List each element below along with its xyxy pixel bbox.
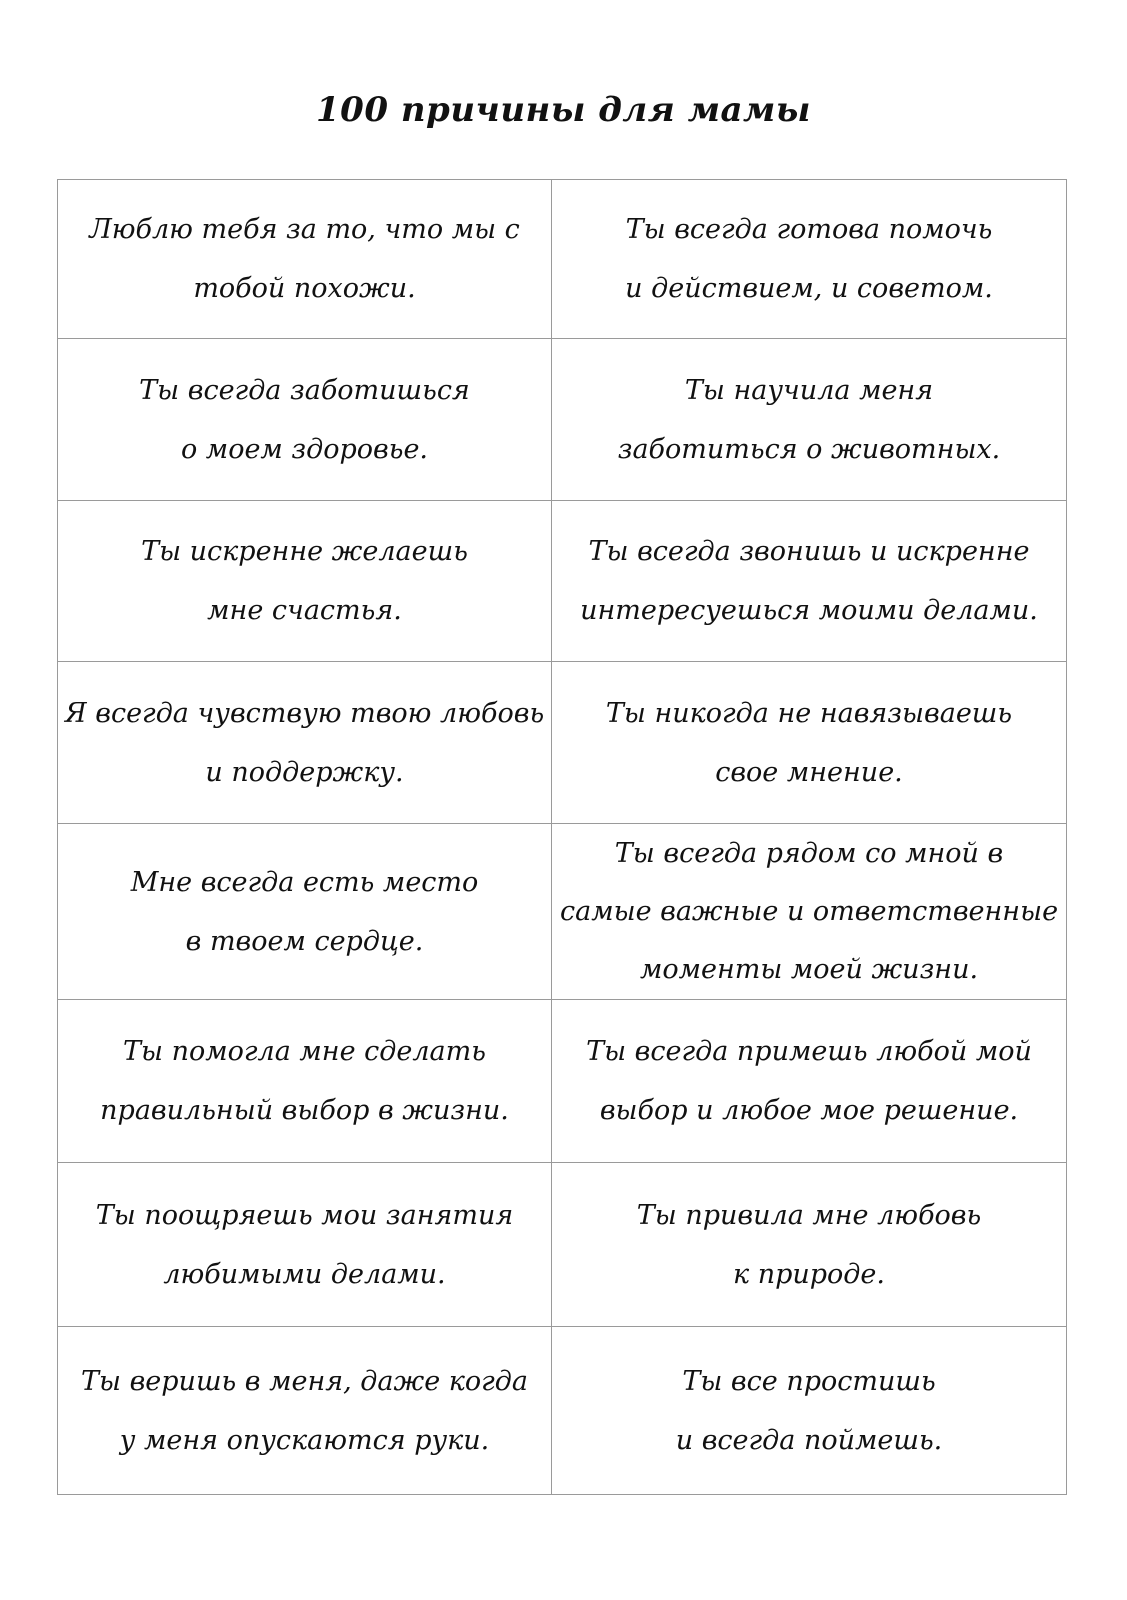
reason-line: правильный выбор в жизни. — [100, 1095, 509, 1126]
reason-line: и всегда поймешь. — [675, 1424, 943, 1456]
reason-line: к природе. — [733, 1258, 885, 1290]
reason-line: Ты искренне желаешь — [141, 536, 468, 567]
reason-card-14 — [552, 1163, 1066, 1327]
reason-line: моменты моей жизни. — [639, 953, 979, 985]
reason-card-6 — [552, 501, 1066, 662]
page-title: 100 причины для мамы — [316, 90, 811, 130]
reason-card-15 — [58, 1327, 552, 1494]
reason-line: самые важные и ответственные — [559, 895, 1059, 927]
reason-line: у меня опускаются руки. — [119, 1424, 490, 1456]
reasons-grid — [57, 179, 1067, 1495]
reason-line: Я всегда чувствую твою любовь — [64, 697, 545, 729]
reason-line: Ты всегда примешь любой мой — [586, 1036, 1032, 1067]
reason-card-3 — [58, 339, 552, 501]
reason-card-12 — [552, 1000, 1066, 1163]
reason-line: Ты научила меня — [684, 374, 934, 406]
reason-line: и поддержку. — [205, 756, 404, 788]
reason-card-8 — [552, 662, 1066, 824]
reason-card-16 — [552, 1327, 1066, 1494]
reason-line: Ты веришь в меня, даже когда — [81, 1365, 528, 1397]
reason-line: о моем здоровье. — [180, 433, 429, 465]
reason-card-2 — [552, 180, 1066, 339]
reason-line: Люблю тебя за то, что мы с — [89, 214, 520, 245]
reason-line: Ты всегда готова помочь — [625, 214, 993, 245]
reason-card-1 — [58, 180, 552, 339]
reason-line: интересуешься моими делами. — [580, 595, 1038, 626]
reason-line: выбор и любое мое решение. — [599, 1095, 1019, 1126]
reason-line: тобой похожи. — [193, 273, 416, 304]
reason-card-4 — [552, 339, 1066, 501]
reason-card-10 — [552, 824, 1066, 1000]
reason-line: свое мнение. — [715, 756, 903, 788]
reason-line: Ты никогда не навязываешь — [605, 697, 1013, 729]
reason-line: Ты помогла мне сделать — [123, 1036, 486, 1067]
reason-line: Ты поощряешь мои занятия — [95, 1199, 514, 1231]
reason-line: Ты всегда рядом со мной в — [614, 837, 1004, 869]
reason-line: заботиться о животных. — [617, 433, 1001, 465]
reason-card-7 — [58, 662, 552, 824]
reason-card-9 — [58, 824, 552, 1000]
reason-card-13 — [58, 1163, 552, 1327]
reason-line: и действием, и советом. — [625, 273, 993, 304]
reason-line: Ты всегда звонишь и искренне — [588, 536, 1030, 567]
reason-line: в твоем сердце. — [185, 925, 424, 957]
reason-line: Ты всегда заботишься — [139, 374, 470, 406]
reason-line: Ты привила мне любовь — [636, 1199, 982, 1231]
reason-line: Ты все простишь — [682, 1365, 936, 1397]
reason-card-11 — [58, 1000, 552, 1163]
reason-line: мне счастья. — [207, 595, 402, 626]
reason-line: любимыми делами. — [163, 1258, 446, 1290]
reason-line: Мне всегда есть место — [130, 866, 479, 898]
reason-card-5 — [58, 501, 552, 662]
